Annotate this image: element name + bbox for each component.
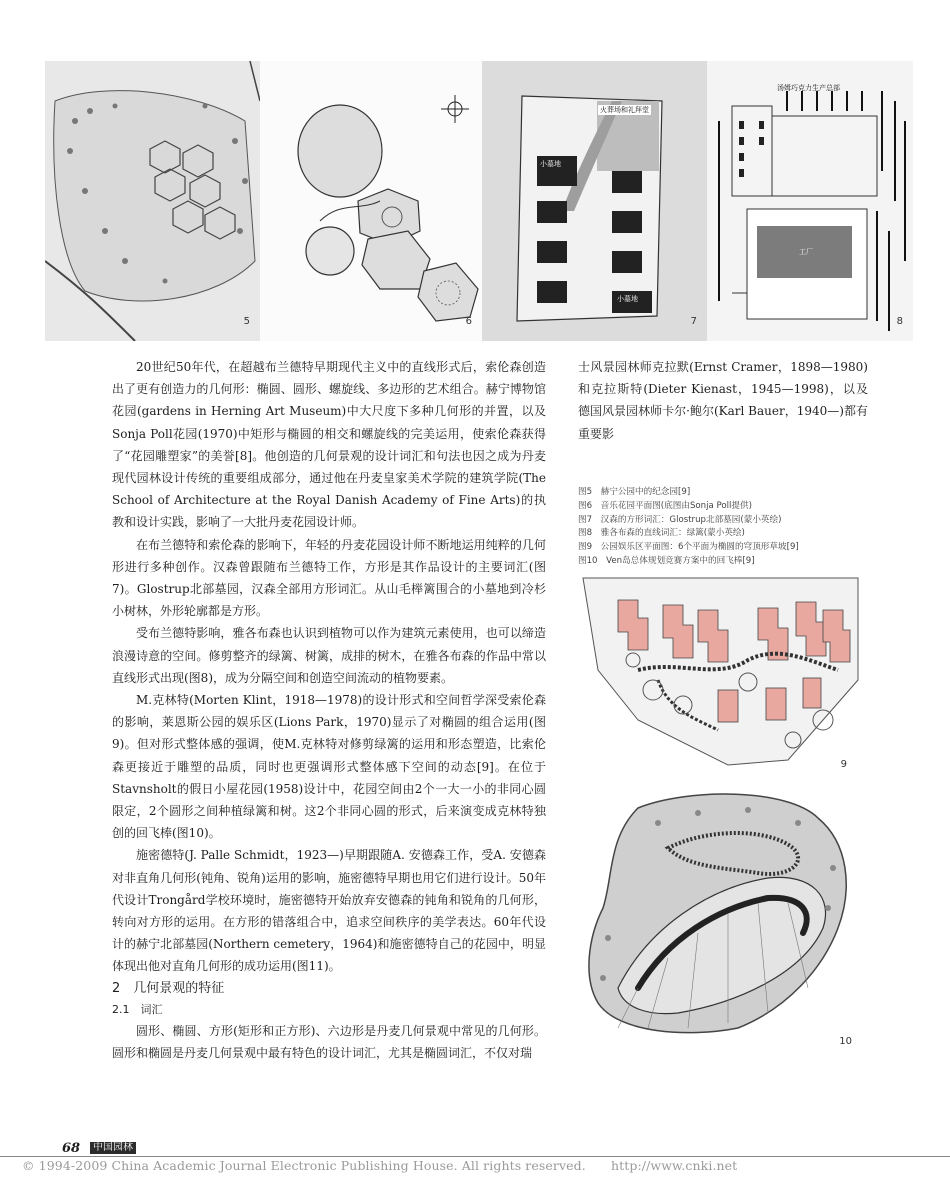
- journal-name: 中国园林: [90, 1142, 136, 1154]
- figure-8-drawing: [707, 61, 913, 341]
- figure-8-label-factory: 工厂: [799, 248, 813, 256]
- section-heading: 2 几何景观的特征: [112, 980, 225, 996]
- figure-8-plan: [707, 61, 913, 341]
- figure-7-label-top: 火葬场和礼拜堂: [600, 106, 649, 114]
- figure-9-plan: [578, 570, 863, 770]
- figure-9-drawing: [578, 570, 863, 770]
- figure-9-number: 9: [840, 759, 847, 770]
- figure-strip: [45, 61, 913, 341]
- caption-figure-10: 图10 Ven岛总体规划竞赛方案中的回飞棒[9]: [578, 555, 755, 566]
- body-paragraph-4: M.克林特(Morten Klint，1918—1978)的设计形式和空间哲学深受索伦森的影响，莱恩斯公园的娱乐区(Lions Park，1970)显示了对椭圆的组合运用(图9)。但对形式整体感的强调，使M.克林特对修剪绿篱的运用和形态塑造，比索伦森更接近于雕塑的品质，同时也更强调形式整体感下空间的动态[9]。在位于Stavnsholt的假日小屋花园(1958)设计中，花园空间由2个一大一小的非同心圆限定，2个圆形之间种植绿篱和树。这2个非同心圆的形式，后来演变成克林特独创的回飞棒(图10)。: [112, 693, 546, 841]
- figure-5-number: 5: [243, 316, 250, 327]
- figure-8-label-top: 汤姆巧克力生产总部: [777, 84, 840, 92]
- figure-5-plan: [45, 61, 260, 341]
- body-paragraph-last: 圆形、椭圆、方形(矩形和正方形)、六边形是丹麦几何景观中常见的几何形。圆形和椭圆是丹麦几何景观中最有特色的设计词汇，尤其是椭圆词汇，不仅对瑞: [112, 1023, 546, 1060]
- figure-10-drawing: [578, 788, 868, 1043]
- figure-6-number: 6: [465, 316, 472, 327]
- page-number: 68: [62, 1141, 81, 1156]
- subsection-heading: 2.1 词汇: [112, 1002, 163, 1016]
- copyright-notice: © 1994-2009 China Academic Journal Electronic Publishing House. All rights reserved. http://www.cnki.net: [22, 1158, 738, 1173]
- body-text-column: [112, 356, 546, 1064]
- right-column-text: [578, 356, 868, 445]
- figure-10-number: 10: [839, 1036, 852, 1047]
- figure-10-plan: [578, 788, 868, 1047]
- body-paragraph-5: 施密德特(J. Palle Schmidt，1923—)早期跟随A. 安德森工作，受A. 安德森对非直角几何形(钝角、锐角)运用的影响，施密德特早期也用它们进行设计。50年代设计Trongård学校环境时，施密德特开始放弃安德森的钝角和锐角的几何形，转向对方形的运用。在方形的错落组合中，追求空间秩序的美学表达。60年代设计的赫宁北部墓园(Northern cemetery，1964)和施密德特自己的花园中，明显体现出他对直角几何形的成功运用(图11)。: [112, 848, 546, 974]
- body-paragraph-3: 受布兰德特影响，雅各布森也认识到植物可以作为建筑元素使用，也可以缔造浪漫诗意的空间。修剪整齐的绿篱、树篱，成排的树木，在雅各布森的作品中常以直线形式出现(图8)，成为分隔空间和创造空间流动的植物要素。: [112, 626, 546, 685]
- right-column-paragraph: 士风景园林师克拉默(Ernst Cramer，1898—1980)和克拉斯特(Dieter Kienast，1945—1998)，以及德国风景园林师卡尔·鲍尔(Karl Bauer，1940—)都有重要影: [578, 360, 868, 441]
- figure-6-plan: [260, 61, 482, 341]
- caption-figure-6: 图6 音乐花园平面图(底图由Sonja Poll提供): [578, 500, 752, 511]
- body-paragraph-2: 在布兰德特和索伦森的影响下，年轻的丹麦花园设计师不断地运用纯粹的几何形进行多种创作。汉森曾跟随布兰德特工作，方形是其作品设计的主要词汇(图7)。Glostrup北部墓园，汉森全部用方形词汇。从山毛榉篱围合的小墓地到冷杉小树林，外形轮廓都是方形。: [112, 537, 546, 619]
- caption-figure-8: 图8 雅各布森的直线词汇：绿篱(蒙小英绘): [578, 528, 745, 539]
- figure-8-number: 8: [896, 316, 903, 327]
- caption-figure-7: 图7 汉森的方形词汇：Glostrup北部墓园(蒙小英绘): [578, 514, 782, 525]
- figure-5-drawing: [45, 61, 260, 341]
- figure-7-plan: [482, 61, 707, 341]
- caption-figure-5: 图5 赫宁公园中的纪念园[9]: [578, 487, 691, 497]
- caption-figure-9: 图9 公园娱乐区平面图：6个平面为椭圆的穹顶形草坡[9]: [578, 542, 799, 553]
- body-paragraph-1: 20世纪50年代，在超越布兰德特早期现代主义中的直线形式后，索伦森创造出了更有创造力的几何形：椭圆、圆形、螺旋线、多边形的艺术组合。赫宁博物馆花园(gardens in Herning Art Museum)中大尺度下多种几何形的并置，以及Sonja Poll花园(1970)中矩形与椭圆的相交和螺旋线的完美运用，使索伦森获得了“花园雕塑家”的美誉[8]。他创造的几何景观的设计词汇和句法也因之成为丹麦现代园林设计传统的重要组成部分，通过他在丹麦皇家美术学院的建筑学院(The School of Architecture at the Royal Danish Academy of Fine Arts)的执教和设计实践，影响了一大批丹麦花园设计师。: [112, 360, 546, 530]
- figure-7-number: 7: [690, 316, 697, 327]
- figure-6-drawing: [260, 61, 482, 341]
- figure-7-drawing: [482, 61, 707, 341]
- figure-7-label-b: 小墓地: [617, 295, 638, 303]
- figure-captions: [578, 486, 878, 569]
- figure-7-label-a: 小墓地: [540, 160, 561, 168]
